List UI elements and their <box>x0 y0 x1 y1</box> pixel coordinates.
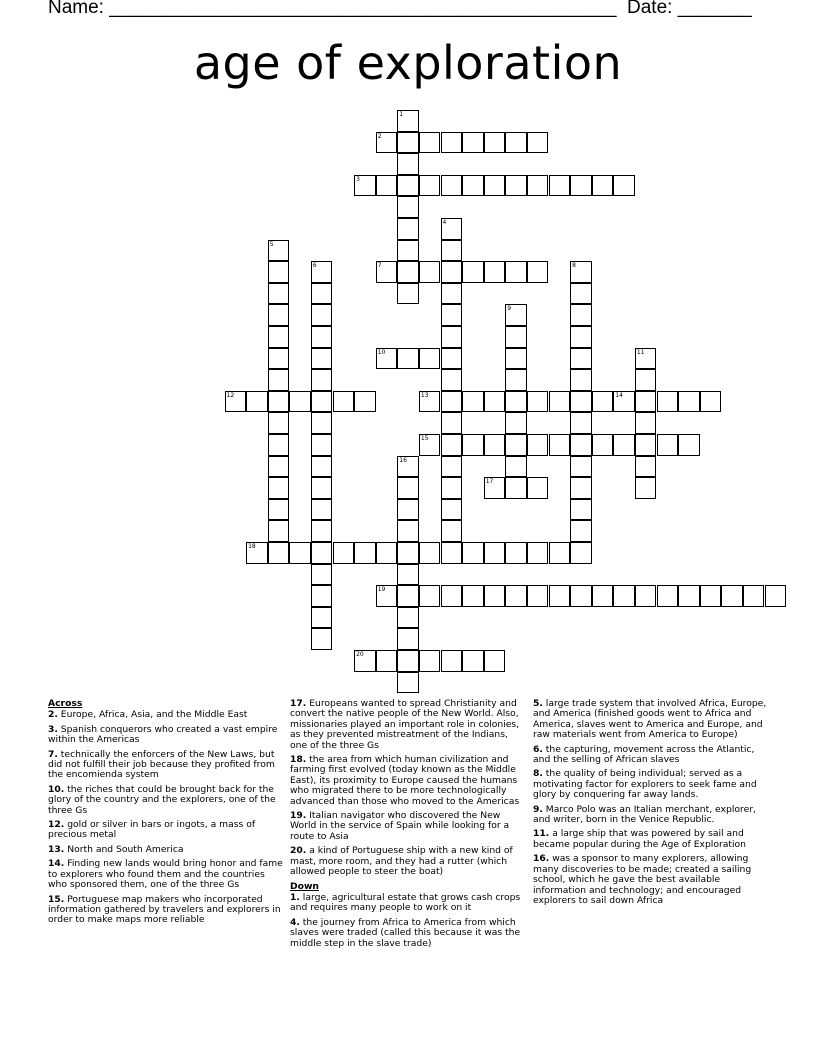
crossword-cell[interactable] <box>311 434 333 456</box>
crossword-cell[interactable] <box>441 304 463 326</box>
clue-num: 13. <box>48 843 65 855</box>
crossword-cell[interactable] <box>419 391 441 413</box>
crossword-cell[interactable] <box>592 391 614 413</box>
crossword-cell[interactable] <box>441 348 463 370</box>
crossword-cell[interactable] <box>635 585 657 607</box>
crossword-cell[interactable] <box>484 132 506 154</box>
clue-number: 19 <box>377 586 386 594</box>
clue-num: 9. <box>533 803 543 815</box>
page-title: age of exploration <box>193 36 623 90</box>
clue-number: 1 <box>399 111 404 118</box>
crossword-cell[interactable] <box>311 412 333 434</box>
crossword-cell[interactable] <box>505 456 527 478</box>
clue-text: Italian navigator who discovered the New World in the service of Spain while looking for a route to Asia <box>290 810 510 842</box>
clue-num: 19. <box>290 810 307 822</box>
crossword-cell[interactable] <box>527 434 549 456</box>
clue-text: the quality of being individual; served as a motivating factor for explorers to seek fame and glory by conquering far away lands. <box>533 768 757 801</box>
clue-text: the riches that could be brought back for the glory of the country and the explorers, one of the three Gs <box>48 783 276 816</box>
clue-num: 1. <box>290 891 300 903</box>
crossword-cell[interactable] <box>635 348 657 370</box>
crossword-cell[interactable] <box>462 542 484 564</box>
down-clue <box>290 918 523 949</box>
crossword-cell[interactable] <box>311 283 333 305</box>
clue-column-1 <box>48 699 283 930</box>
crossword-cell[interactable] <box>333 542 355 564</box>
crossword-cell[interactable] <box>397 564 419 586</box>
name-field-label: Name: ________________________________________________ <box>48 0 617 18</box>
clue-text: the journey from Africa to America from which slaves were traded (called this because it was the middle step in the slave trade) <box>290 916 521 949</box>
crossword-cell[interactable] <box>441 391 463 413</box>
crossword-cell[interactable] <box>570 499 592 521</box>
crossword-cell[interactable] <box>268 520 290 542</box>
crossword-cell[interactable] <box>419 132 441 154</box>
crossword-cell[interactable] <box>397 348 419 370</box>
across-clue <box>48 710 283 720</box>
crossword-cell[interactable] <box>441 412 463 434</box>
crossword-cell[interactable] <box>570 542 592 564</box>
crossword-cell[interactable] <box>311 542 333 564</box>
clue-number: 5 <box>269 240 274 248</box>
crossword-cell[interactable] <box>505 434 527 456</box>
crossword-cell[interactable] <box>225 391 247 413</box>
crossword-cell[interactable] <box>462 132 484 154</box>
crossword-cell[interactable] <box>527 585 549 607</box>
clue-number: 17 <box>485 478 494 486</box>
down-clue <box>533 829 769 850</box>
crossword-cell[interactable] <box>397 585 419 607</box>
crossword-cell[interactable] <box>397 607 419 629</box>
crossword-cell[interactable] <box>484 434 506 456</box>
clue-number: 13 <box>420 391 429 399</box>
crossword-cell[interactable] <box>678 585 700 607</box>
crossword-cell[interactable] <box>527 391 549 413</box>
crossword-cell[interactable] <box>376 542 398 564</box>
crossword-cell[interactable] <box>570 369 592 391</box>
down-clue <box>533 769 769 800</box>
crossword-cell[interactable] <box>311 607 333 629</box>
crossword-cell[interactable] <box>441 369 463 391</box>
clue-number: 15 <box>420 435 429 442</box>
crossword-cell[interactable] <box>549 391 571 413</box>
crossword-cell[interactable] <box>592 175 614 197</box>
crossword-cell[interactable] <box>354 391 376 413</box>
crossword-cell[interactable] <box>397 196 419 218</box>
crossword-cell[interactable] <box>505 326 527 348</box>
crossword-cell[interactable] <box>527 261 549 283</box>
crossword-cell[interactable] <box>311 261 333 283</box>
crossword-cell[interactable] <box>419 585 441 607</box>
crossword-cell[interactable] <box>397 672 419 694</box>
clue-text: technically the enforcers of the New Laws, but did not fulfill their job because they profited from the encomienda system <box>48 748 275 781</box>
crossword-cell[interactable] <box>484 542 506 564</box>
across-heading: Across <box>48 698 83 709</box>
down-clue <box>533 699 769 741</box>
crossword-cell[interactable] <box>462 585 484 607</box>
clue-text: large trade system that involved Africa, Europe, and America (finished goods went to Africa and America, slaves went to America and Europe, and raw materials went from America to Europe) <box>533 698 767 741</box>
crossword-cell[interactable] <box>505 348 527 370</box>
crossword-cell[interactable] <box>397 240 419 262</box>
clue-num: 5. <box>533 698 543 709</box>
crossword-cell[interactable] <box>419 434 441 456</box>
clue-number: 11 <box>636 348 645 356</box>
crossword-cell[interactable] <box>376 132 398 154</box>
crossword-cell[interactable] <box>657 391 679 413</box>
clue-num: 11. <box>533 828 550 840</box>
clue-number: 6 <box>312 262 317 270</box>
down-clue <box>533 805 769 826</box>
crossword-cell[interactable] <box>397 477 419 499</box>
crossword-cell[interactable] <box>484 585 506 607</box>
clue-text: Marco Polo was an Italian merchant, explorer, and writer, born in the Venice Republic. <box>533 803 756 826</box>
crossword-cell[interactable] <box>441 175 463 197</box>
clue-text: gold or silver in bars or ingots, a mass of precious metal <box>48 819 256 841</box>
crossword-cell[interactable] <box>376 175 398 197</box>
clue-text: Portuguese map makers who incorporated information gathered by travelers and explorers in order to make maps more reliable <box>48 893 281 926</box>
crossword-cell[interactable] <box>505 412 527 434</box>
crossword-cell[interactable] <box>268 283 290 305</box>
crossword-cell[interactable] <box>397 153 419 175</box>
crossword-cell[interactable] <box>549 434 571 456</box>
crossword-cell[interactable] <box>657 585 679 607</box>
clue-number: 20 <box>356 651 364 658</box>
down-clue <box>533 854 769 906</box>
date-field-label: Date: _______ <box>627 0 752 18</box>
crossword-cell[interactable] <box>505 304 527 326</box>
crossword-cell[interactable] <box>484 175 506 197</box>
crossword-cell[interactable] <box>570 434 592 456</box>
clue-num: 2. <box>48 709 58 721</box>
crossword-cell[interactable] <box>354 175 376 197</box>
clue-num: 17. <box>290 698 307 709</box>
crossword-cell[interactable] <box>246 542 268 564</box>
crossword-cell[interactable] <box>765 585 787 607</box>
crossword-cell[interactable] <box>700 585 722 607</box>
crossword-cell[interactable] <box>570 348 592 370</box>
crossword-cell[interactable] <box>419 175 441 197</box>
crossword-cell[interactable] <box>376 650 398 672</box>
crossword-cell[interactable] <box>441 283 463 305</box>
crossword-cell[interactable] <box>311 304 333 326</box>
crossword-cell[interactable] <box>721 585 743 607</box>
across-clue <box>48 725 283 746</box>
crossword-cell[interactable] <box>700 391 722 413</box>
clue-column-3 <box>533 699 769 910</box>
clue-number: 16 <box>399 456 407 464</box>
crossword-cell[interactable] <box>311 477 333 499</box>
crossword-cell[interactable] <box>635 434 657 456</box>
crossword-cell[interactable] <box>484 650 506 672</box>
crossword-cell[interactable] <box>289 542 311 564</box>
clue-num: 3. <box>48 723 58 735</box>
crossword-cell[interactable] <box>505 132 527 154</box>
clue-number: 12 <box>226 391 235 399</box>
crossword-cell[interactable] <box>397 628 419 650</box>
crossword-cell[interactable] <box>268 499 290 521</box>
crossword-cell[interactable] <box>441 218 463 240</box>
crossword-cell[interactable] <box>635 477 657 499</box>
clue-num: 7. <box>48 748 58 760</box>
clue-number: 14 <box>615 391 623 399</box>
clue-num: 16. <box>533 853 550 865</box>
crossword-cell[interactable] <box>419 542 441 564</box>
crossword-cell[interactable] <box>268 434 290 456</box>
crossword-cell[interactable] <box>570 456 592 478</box>
crossword-cell[interactable] <box>462 261 484 283</box>
clue-num: 18. <box>290 754 307 766</box>
clue-num: 6. <box>533 743 543 755</box>
crossword-cell[interactable] <box>570 304 592 326</box>
clue-text: was a sponsor to many explorers, allowing many discoveries to be made; created a sailing school, which he gave the best available information and technology; and encouraged explorers to sail down Africa <box>533 853 752 906</box>
crossword-cell[interactable] <box>613 175 635 197</box>
crossword-cell[interactable] <box>570 477 592 499</box>
clue-num: 20. <box>290 845 307 857</box>
crossword-cell[interactable] <box>268 240 290 262</box>
crossword-cell[interactable] <box>397 650 419 672</box>
crossword-cell[interactable] <box>311 348 333 370</box>
crossword-cell[interactable] <box>268 326 290 348</box>
crossword-cell[interactable] <box>268 477 290 499</box>
crossword-cell[interactable] <box>268 542 290 564</box>
crossword-cell[interactable] <box>484 391 506 413</box>
crossword-cell[interactable] <box>678 391 700 413</box>
crossword-cell[interactable] <box>570 326 592 348</box>
clue-text: a kind of Portuguese ship with a new kind of mast, more room, and they had a rutter (which allowed people to steer the boat) <box>290 845 513 878</box>
crossword-cell[interactable] <box>462 391 484 413</box>
crossword-cell[interactable] <box>289 391 311 413</box>
crossword-cell[interactable] <box>376 348 398 370</box>
clue-number: 3 <box>356 175 360 183</box>
crossword-cell[interactable] <box>527 132 549 154</box>
crossword-cell[interactable] <box>441 499 463 521</box>
across-clue <box>290 811 523 842</box>
clue-number: 9 <box>507 305 512 313</box>
clue-number: 7 <box>377 262 382 270</box>
down-heading: Down <box>290 880 319 892</box>
crossword-cell[interactable] <box>549 585 571 607</box>
crossword-cell[interactable] <box>462 434 484 456</box>
clue-text: a large ship that was powered by sail and became popular during the Age of Exploration <box>533 828 746 850</box>
across-clue <box>290 755 523 807</box>
clue-text: Spanish conquerors who created a vast empire within the Americas <box>48 723 278 746</box>
crossword-cell[interactable] <box>441 542 463 564</box>
crossword-cell[interactable] <box>613 434 635 456</box>
crossword-cell[interactable] <box>441 240 463 262</box>
crossword-cell[interactable] <box>354 650 376 672</box>
clue-text: the capturing, movement across the Atlantic, and the selling of African slaves <box>533 743 755 766</box>
crossword-cell[interactable] <box>570 520 592 542</box>
crossword-cell[interactable] <box>268 348 290 370</box>
crossword-cell[interactable] <box>441 477 463 499</box>
crossword-cell[interactable] <box>311 520 333 542</box>
crossword-cell[interactable] <box>505 477 527 499</box>
across-clue <box>290 699 523 751</box>
crossword-cell[interactable] <box>397 520 419 542</box>
across-clue <box>48 845 283 855</box>
clue-number: 4 <box>442 219 447 226</box>
across-clue <box>290 846 523 877</box>
crossword-cell[interactable] <box>484 261 506 283</box>
crossword-cell[interactable] <box>397 499 419 521</box>
clue-text: large, agricultural estate that grows cash crops and requires many people to work on it <box>290 891 521 914</box>
crossword-cell[interactable] <box>570 391 592 413</box>
crossword-cell[interactable] <box>570 261 592 283</box>
crossword-cell[interactable] <box>505 175 527 197</box>
crossword-cell[interactable] <box>268 456 290 478</box>
crossword-cell[interactable] <box>311 564 333 586</box>
crossword-cell[interactable] <box>613 585 635 607</box>
crossword-cell[interactable] <box>527 175 549 197</box>
crossword-cell[interactable] <box>311 628 333 650</box>
clue-text: Finding new lands would bring honor and fame to explorers who found them and the countries who sponsored them, one of the three Gs <box>48 858 283 891</box>
crossword-cell[interactable] <box>441 434 463 456</box>
crossword-cell[interactable] <box>311 456 333 478</box>
crossword-cell[interactable] <box>635 369 657 391</box>
crossword-cell[interactable] <box>484 477 506 499</box>
crossword-cell[interactable] <box>462 175 484 197</box>
crossword-cell[interactable] <box>505 542 527 564</box>
crossword-cell[interactable] <box>441 261 463 283</box>
crossword-cell[interactable] <box>268 261 290 283</box>
crossword-cell[interactable] <box>397 132 419 154</box>
across-clue <box>48 785 283 816</box>
crossword-cell[interactable] <box>419 348 441 370</box>
crossword-cell[interactable] <box>505 261 527 283</box>
clue-num: 15. <box>48 893 65 905</box>
crossword-cell[interactable] <box>527 477 549 499</box>
crossword-cell[interactable] <box>376 585 398 607</box>
crossword-cell[interactable] <box>268 391 290 413</box>
crossword-cell[interactable] <box>527 542 549 564</box>
crossword-cell[interactable] <box>268 369 290 391</box>
clue-num: 10. <box>48 783 65 795</box>
crossword-cell[interactable] <box>635 391 657 413</box>
crossword-cell[interactable] <box>505 585 527 607</box>
crossword-cell[interactable] <box>246 391 268 413</box>
crossword-cell[interactable] <box>592 434 614 456</box>
across-clue <box>48 820 283 841</box>
crossword-cell[interactable] <box>311 585 333 607</box>
crossword-cell[interactable] <box>397 218 419 240</box>
crossword-cell[interactable] <box>570 283 592 305</box>
crossword-cell[interactable] <box>333 391 355 413</box>
crossword-cell[interactable] <box>441 650 463 672</box>
clue-text: Europe, Africa, Asia, and the Middle East <box>57 709 248 721</box>
crossword-cell[interactable] <box>397 175 419 197</box>
clue-text: Europeans wanted to spread Christianity and convert the native people of the New World. Also, missionaries played an important role in colonies, as they prevented mistreatment of the Indians, one of the three Gs <box>290 698 520 751</box>
crossword-cell[interactable] <box>311 391 333 413</box>
crossword-cell[interactable] <box>397 456 419 478</box>
crossword-cell[interactable] <box>549 175 571 197</box>
crossword-cell[interactable] <box>743 585 765 607</box>
down-clue <box>533 745 769 766</box>
crossword-cell[interactable] <box>354 542 376 564</box>
down-clue <box>290 893 523 914</box>
crossword-cell[interactable] <box>441 132 463 154</box>
clue-num: 4. <box>290 916 300 928</box>
crossword-cell[interactable] <box>397 110 419 132</box>
crossword-cell[interactable] <box>505 369 527 391</box>
clue-text: North and South America <box>64 843 184 855</box>
crossword-cell[interactable] <box>462 650 484 672</box>
across-clue <box>48 859 283 890</box>
clue-number: 18 <box>248 543 256 550</box>
crossword-cell[interactable] <box>570 175 592 197</box>
crossword-cell[interactable] <box>441 456 463 478</box>
crossword-cell[interactable] <box>311 369 333 391</box>
crossword-cell[interactable] <box>311 326 333 348</box>
crossword-cell[interactable] <box>570 412 592 434</box>
crossword-cell[interactable] <box>397 261 419 283</box>
crossword-cell[interactable] <box>505 391 527 413</box>
across-clue <box>48 895 283 926</box>
clue-text: the area from which human civilization and farming first evolved (today known as the Middle East), its proximity to Europe caused the humans who migrated there to be more technologically advanced than those who moved to the Americas <box>290 754 520 807</box>
crossword-cell[interactable] <box>549 542 571 564</box>
crossword-cell[interactable] <box>397 542 419 564</box>
crossword-cell[interactable] <box>419 650 441 672</box>
crossword-cell[interactable] <box>376 261 398 283</box>
crossword-cell[interactable] <box>613 391 635 413</box>
crossword-cell[interactable] <box>570 585 592 607</box>
crossword-cell[interactable] <box>657 434 679 456</box>
crossword-cell[interactable] <box>311 499 333 521</box>
crossword-cell[interactable] <box>419 261 441 283</box>
clue-num: 14. <box>48 858 65 870</box>
crossword-cell[interactable] <box>268 304 290 326</box>
crossword-cell[interactable] <box>635 456 657 478</box>
clue-num: 12. <box>48 819 65 831</box>
clue-num: 8. <box>533 768 543 780</box>
crossword-cell[interactable] <box>268 412 290 434</box>
crossword-cell[interactable] <box>592 585 614 607</box>
crossword-cell[interactable] <box>635 412 657 434</box>
clue-number: 2 <box>377 132 382 140</box>
across-clue <box>48 750 283 781</box>
crossword-cell[interactable] <box>441 326 463 348</box>
crossword-cell[interactable] <box>441 585 463 607</box>
clue-column-2 <box>290 699 523 953</box>
crossword-cell[interactable] <box>441 520 463 542</box>
crossword-cell[interactable] <box>678 434 700 456</box>
clue-number: 8 <box>572 262 576 270</box>
crossword-cell[interactable] <box>397 283 419 305</box>
clue-number: 10 <box>377 348 386 356</box>
